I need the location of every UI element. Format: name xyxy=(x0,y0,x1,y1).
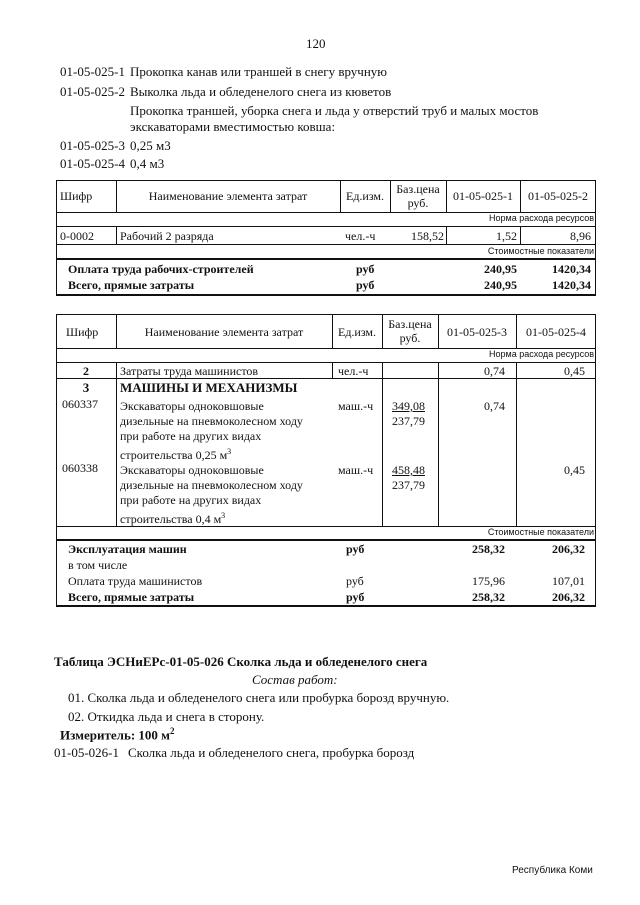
intro-para-2: экскаваторами вместимостью ковша: xyxy=(130,119,336,134)
t2-m2-code: 060338 xyxy=(62,461,98,475)
t2-op-unit: руб xyxy=(346,542,365,556)
t1-row-v2: 8,96 xyxy=(570,229,591,243)
t2-header-col1: 01-05-025-3 xyxy=(447,325,507,339)
t2-pay-unit: руб xyxy=(346,574,364,588)
t2-norm-label: Норма расхода ресурсов xyxy=(489,349,594,359)
t2-m1-v1: 0,74 xyxy=(484,399,505,413)
section2-step-1: 01. Сколка льда и обледенелого снега или пробурка борозд вручную. xyxy=(68,690,450,705)
t2-m2-price2: 237,79 xyxy=(392,478,425,492)
t2-pay-v1: 175,96 xyxy=(472,574,505,588)
t2-m2-unit: маш.-ч xyxy=(338,463,374,477)
t2-header-unit: Ед.изм. xyxy=(337,325,377,339)
t2-section-code: 3 xyxy=(82,380,90,395)
t2-m1-price: 349,08 xyxy=(392,399,425,413)
t2-row2-name: Затраты труда машинистов xyxy=(120,364,259,378)
t1-row-code: 0-0002 xyxy=(60,229,94,243)
t2-m1-code: 060337 xyxy=(62,397,98,411)
t2-row2-v2: 0,45 xyxy=(564,364,585,378)
t1-sum2-name: Всего, прямые затраты xyxy=(68,278,195,292)
intro-text-2: Выколка льда и обледенелого снега из кюветов xyxy=(130,84,392,99)
t2-total-v2: 206,32 xyxy=(552,590,585,604)
intro-code-4: 01-05-025-4 xyxy=(60,156,125,171)
t1-sum2-v1: 240,95 xyxy=(484,278,517,292)
t2-header-name: Наименование элемента затрат xyxy=(144,325,304,339)
section2-step-2: 02. Откидка льда и снега в сторону. xyxy=(68,709,265,724)
t1-sum1-unit: руб xyxy=(356,262,375,276)
section2-subtitle: Состав работ: xyxy=(252,672,338,687)
t1-norm-label: Норма расхода ресурсов xyxy=(489,213,594,223)
t1-row-price: 158,52 xyxy=(411,229,444,243)
t1-row-name: Рабочий 2 разряда xyxy=(120,229,214,243)
t2-header-price-l1: Баз.цена xyxy=(388,317,432,331)
t1-header-unit: Ед.изм. xyxy=(345,189,385,203)
t1-cost-label: Стоимостные показатели xyxy=(487,246,594,256)
t2-row2-unit: чел.-ч xyxy=(338,364,369,378)
t1-header-name: Наименование элемента затрат xyxy=(148,189,308,203)
t2-header-price-l2: руб. xyxy=(399,331,421,345)
intro-text-4: 0,4 м3 xyxy=(130,156,165,171)
t1-header-price-l2: руб. xyxy=(407,196,429,210)
intro-code-1: 01-05-025-1 xyxy=(60,64,125,79)
section2-code-text: Сколка льда и обледенелого снега, пробурка борозд xyxy=(128,745,415,760)
intro-code-2: 01-05-025-2 xyxy=(60,84,125,99)
t2-op-v2: 206,32 xyxy=(552,542,585,556)
t2-m1-name: Экскаваторы одноковшовые дизельные на пневмоколесном ходу при работе на других видах строительства 0,25 $м^3$ xyxy=(120,399,303,462)
t2-m1-price2: 237,79 xyxy=(392,414,425,428)
t2-total-v1: 258,32 xyxy=(472,590,505,604)
section2-measure: Измеритель: 100 $м^2$ xyxy=(60,726,175,743)
intro-text-3: 0,25 м3 xyxy=(130,138,171,153)
intro-para-1: Прокопка траншей, уборка снега и льда у отверстий труб и малых мостов xyxy=(130,103,539,118)
t2-header-col2: 01-05-025-4 xyxy=(526,325,586,339)
t1-row-v1: 1,52 xyxy=(496,229,517,243)
intro-text-1: Прокопка канав или траншей в снегу вручную xyxy=(130,64,387,79)
t2-cost-label: Стоимостные показатели xyxy=(487,527,594,537)
t2-total-name: Всего, прямые затраты xyxy=(68,590,195,604)
t1-header-price-l1: Баз.цена xyxy=(396,182,440,196)
t2-total-unit: руб xyxy=(346,590,365,604)
t2-pay-name: Оплата труда машинистов xyxy=(68,574,203,588)
t2-op-v1: 258,32 xyxy=(472,542,505,556)
t2-section-name: МАШИНЫ И МЕХАНИЗМЫ xyxy=(120,380,298,395)
t2-m2-name: Экскаваторы одноковшовые дизельные на пневмоколесном ходу при работе на других видах строительства 0,4 $м^3$ xyxy=(120,463,303,526)
t2-row2-v1: 0,74 xyxy=(484,364,505,378)
t2-m2-v2: 0,45 xyxy=(564,463,585,477)
t2-m1-unit: маш.-ч xyxy=(338,399,374,413)
t1-sum2-v2: 1420,34 xyxy=(552,278,591,292)
t1-sum2-unit: руб xyxy=(356,278,375,292)
t1-sum1-v1: 240,95 xyxy=(484,262,517,276)
t1-sum1-name: Оплата труда рабочих-строителей xyxy=(68,262,254,276)
t1-sum1-v2: 1420,34 xyxy=(552,262,591,276)
section2-title: Таблица ЭСНиЕРс-01-05-026 Сколка льда и обледенелого снега xyxy=(54,654,428,669)
intro-code-3: 01-05-025-3 xyxy=(60,138,125,153)
t1-header-col1: 01-05-025-1 xyxy=(453,189,513,203)
t2-pay-v2: 107,01 xyxy=(552,574,585,588)
t1-header-code: Шифр xyxy=(60,189,93,203)
t2-row2-code: 2 xyxy=(83,364,89,378)
t2-header-code: Шифр xyxy=(66,325,99,339)
footer-region: Республика Коми xyxy=(512,865,593,876)
t2-incl-label: в том числе xyxy=(68,558,128,572)
t2-m2-price: 458,48 xyxy=(392,463,425,477)
section2-code: 01-05-026-1 xyxy=(54,745,119,760)
t1-row-unit: чел.-ч xyxy=(345,229,376,243)
page-number: 120 xyxy=(306,36,326,51)
t2-op-name: Эксплуатация машин xyxy=(68,542,187,556)
t1-header-col2: 01-05-025-2 xyxy=(528,189,588,203)
